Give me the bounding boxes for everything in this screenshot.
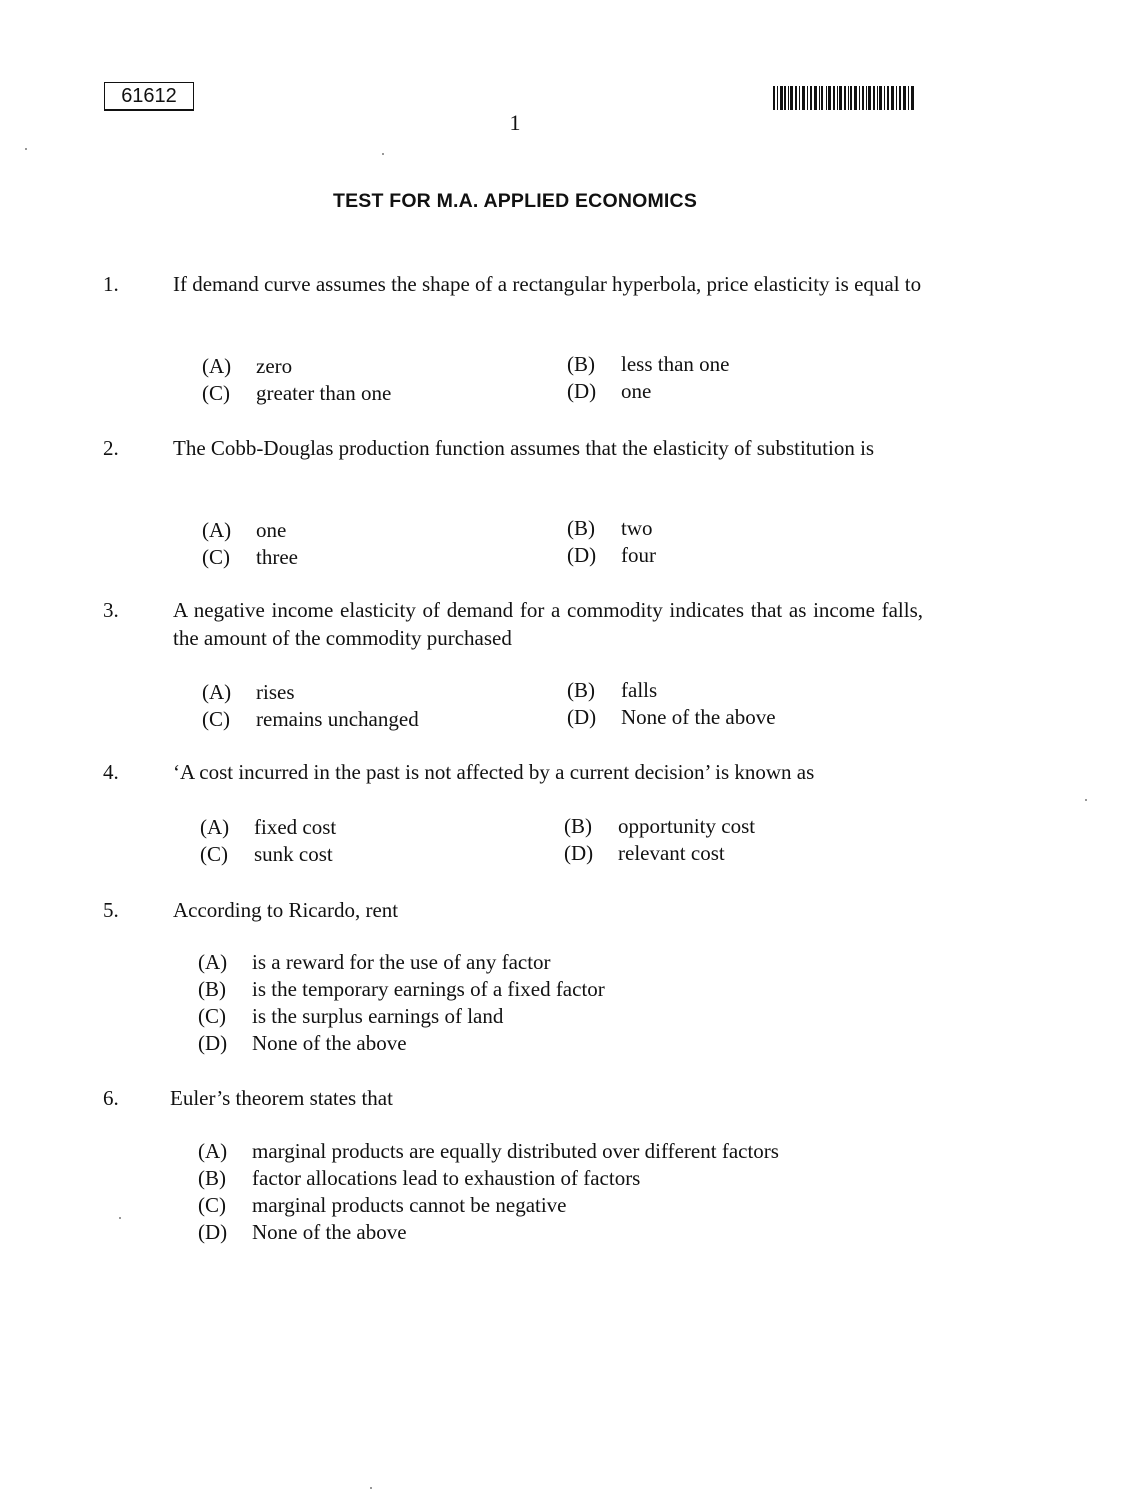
option-label: (A) [202, 518, 232, 542]
question-text: According to Ricardo, rent [173, 898, 399, 922]
option-text: four [621, 543, 656, 567]
option-label: (B) [198, 1166, 226, 1190]
option-text: is a reward for the use of any factor [252, 950, 551, 974]
option-d [567, 378, 651, 405]
option-text: falls [621, 678, 658, 702]
option-label: (A) [202, 354, 232, 378]
option-text: remains unchanged [256, 707, 419, 731]
option-text: one [621, 379, 652, 403]
option-label: (A) [198, 1139, 228, 1163]
option-label: (B) [564, 814, 592, 838]
option-text: greater than one [256, 381, 392, 405]
option-text: one [256, 518, 287, 542]
question-number: 2. [103, 436, 119, 460]
option-text: less than one [621, 352, 730, 376]
option-label: (B) [567, 352, 595, 376]
option-text: None of the above [252, 1220, 407, 1244]
option-label: (A) [200, 815, 230, 839]
question-text: A negative income elasticity of demand for a commodity indicates that as income falls, the amount of the commodity purchased [173, 598, 923, 650]
option-d [567, 704, 776, 731]
option-text: opportunity cost [618, 814, 756, 838]
paper-code: 61612 [104, 82, 194, 111]
option-text: None of the above [621, 705, 776, 729]
option-b [567, 677, 657, 704]
option-a [198, 949, 551, 976]
option-label: (B) [198, 977, 226, 1001]
option-c [198, 1003, 503, 1030]
option-c [202, 544, 298, 571]
scan-speck [119, 1217, 121, 1219]
option-text: rises [256, 680, 295, 704]
question-text: The Cobb-Douglas production function assumes that the elasticity of substitution is [173, 436, 875, 460]
option-b [198, 1165, 640, 1192]
question-text: Euler’s theorem states that [170, 1086, 393, 1110]
option-label: (C) [202, 381, 230, 405]
scan-speck [1085, 799, 1087, 801]
option-text: is the temporary earnings of a fixed factor [252, 977, 605, 1001]
option-text: relevant cost [618, 841, 725, 865]
question-number: 6. [103, 1086, 119, 1110]
option-a [202, 517, 286, 544]
option-b [567, 351, 729, 378]
question-number: 3. [103, 598, 119, 622]
scan-speck [25, 148, 27, 150]
option-c [202, 706, 419, 733]
option-label: (D) [567, 379, 597, 403]
scan-speck [370, 1487, 372, 1489]
option-c [200, 841, 333, 868]
page-number: 1 [509, 110, 521, 135]
option-label: (A) [202, 680, 232, 704]
option-label: (B) [567, 678, 595, 702]
option-label: (D) [567, 705, 597, 729]
option-label: (C) [198, 1193, 226, 1217]
option-label: (B) [567, 516, 595, 540]
option-label: (D) [567, 543, 597, 567]
option-label: (C) [202, 545, 230, 569]
option-text: sunk cost [254, 842, 333, 866]
option-text: is the surplus earnings of land [252, 1004, 504, 1028]
barcode-icon [773, 86, 915, 110]
option-a [200, 814, 336, 841]
option-text: marginal products cannot be negative [252, 1193, 567, 1217]
option-b [564, 813, 755, 840]
option-a [202, 679, 295, 706]
option-text: fixed cost [254, 815, 337, 839]
option-text: two [621, 516, 653, 540]
option-label: (C) [198, 1004, 226, 1028]
option-d [564, 840, 725, 867]
option-text: zero [256, 354, 293, 378]
option-a [202, 353, 292, 380]
question-number: 5. [103, 898, 119, 922]
option-a [198, 1138, 779, 1165]
option-d [567, 542, 656, 569]
option-text: marginal products are equally distributed over different factors [252, 1139, 779, 1163]
option-c [198, 1192, 567, 1219]
question-number: 4. [103, 760, 119, 784]
option-label: (C) [200, 842, 228, 866]
option-d [198, 1219, 407, 1246]
option-label: (C) [202, 707, 230, 731]
option-label: (D) [198, 1031, 228, 1055]
option-text: None of the above [252, 1031, 407, 1055]
option-b [198, 976, 605, 1003]
question-number: 1. [103, 272, 119, 296]
option-text: factor allocations lead to exhaustion of factors [252, 1166, 641, 1190]
option-label: (D) [198, 1220, 228, 1244]
question-text: If demand curve assumes the shape of a rectangular hyperbola, price elasticity is equal to [173, 272, 922, 296]
option-d [198, 1030, 407, 1057]
option-label: (D) [564, 841, 594, 865]
option-b [567, 515, 653, 542]
option-c [202, 380, 391, 407]
option-label: (A) [198, 950, 228, 974]
page-title: TEST FOR M.A. APPLIED ECONOMICS [332, 190, 698, 212]
scan-speck [382, 153, 384, 155]
question-text: ‘A cost incurred in the past is not affected by a current decision’ is known as [173, 760, 815, 784]
option-text: three [256, 545, 298, 569]
